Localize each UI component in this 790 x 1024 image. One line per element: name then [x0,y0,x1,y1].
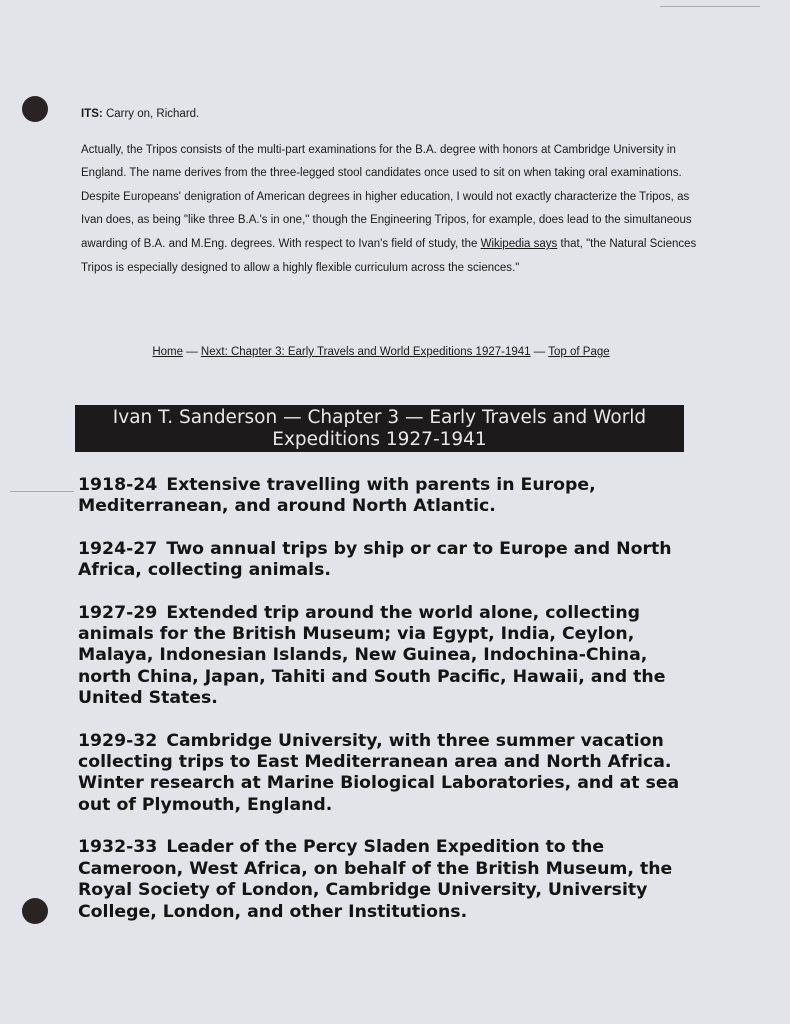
nav-separator: — [530,346,549,358]
chapter-title-banner [75,405,684,452]
entry-years: 1918-24 [78,475,158,495]
speaker-text: Carry on, Richard. [105,108,200,120]
timeline-entry [78,603,698,710]
entry-years: 1929-32 [78,730,158,751]
next-chapter-link[interactable]: Next: Chapter 3: Early Travels and World Expeditions 1927-1941 [200,346,531,358]
page-navigation [0,346,762,358]
scan-mark [660,6,760,7]
chapter-title-line: Ivan T. Sanderson — Chapter 3 — Early Travels and World [112,407,647,428]
commentary-paragraph [81,139,701,281]
binder-hole-top [22,96,48,122]
speaker-line [81,103,701,127]
timeline-entry [78,731,698,817]
timeline-entry [78,475,698,518]
entry-text: Two annual trips by ship or car to Europe and North Africa, collecting animals. [78,538,672,581]
entry-years: 1924-27 [78,538,158,559]
wikipedia-link[interactable]: Wikipedia says [480,237,558,250]
scan-mark [10,491,74,492]
paragraph-text-end: that, "the Natural Sciences Tripos is especially designed to allow a highly flexible curriculum across the sciences." [81,237,697,274]
chapter-title-line: Expeditions 1927-1941 [272,429,487,450]
entry-years: 1932-33 [78,837,158,858]
home-link[interactable]: Home [152,346,184,358]
expedition-timeline [78,475,698,944]
top-of-page-link[interactable]: Top of Page [548,346,610,358]
timeline-entry [78,539,698,582]
entry-text: Leader of the Percy Sladen Expedition to the Cameroon, West Africa, on behalf of the British Museum, the Royal Society of London, Cambridge University, University College, London, and other Institutions. [78,837,673,922]
binder-hole-bottom [22,898,48,924]
entry-text: Cambridge University, with three summer vacation collecting trips to East Mediterranean area and North Africa. Winter research at Marine Biological Laboratories, and at sea out of Plymouth, England. [78,730,680,815]
timeline-entry [78,837,698,923]
nav-separator: — [183,346,201,358]
paragraph-text-start: Actually, the Tripos consists of the multi-part examinations for the B.A. degree with honors at Cambridge University in England. The name derives from the three-legged stool candidates once used to sit on when taking oral examinations. Despite Europeans' denigration of American degrees in higher education, I would not exactly characterize the Tripos, as Ivan does, as being "like three B.A.'s in one," though the Engineering Tripos, for example, does lead to the simultaneous awarding of B.A. and M.Eng. degrees. With respect to Ivan's field of study, the [81,143,692,250]
dialogue-section [81,103,701,280]
entry-text: Extended trip around the world alone, collecting animals for the British Museum; via Egypt, India, Ceylon, Malaya, Indonesian Islands, New Guinea, Indochina-China, north China, Japan, Tahiti and South Pacific, Hawaii, and the United States. [78,602,666,709]
speaker-label: ITS: [81,108,103,120]
entry-text: Extensive travelling with parents in Europe, Mediterranean, and around North Atlantic. [78,475,596,517]
entry-years: 1927-29 [78,602,158,623]
